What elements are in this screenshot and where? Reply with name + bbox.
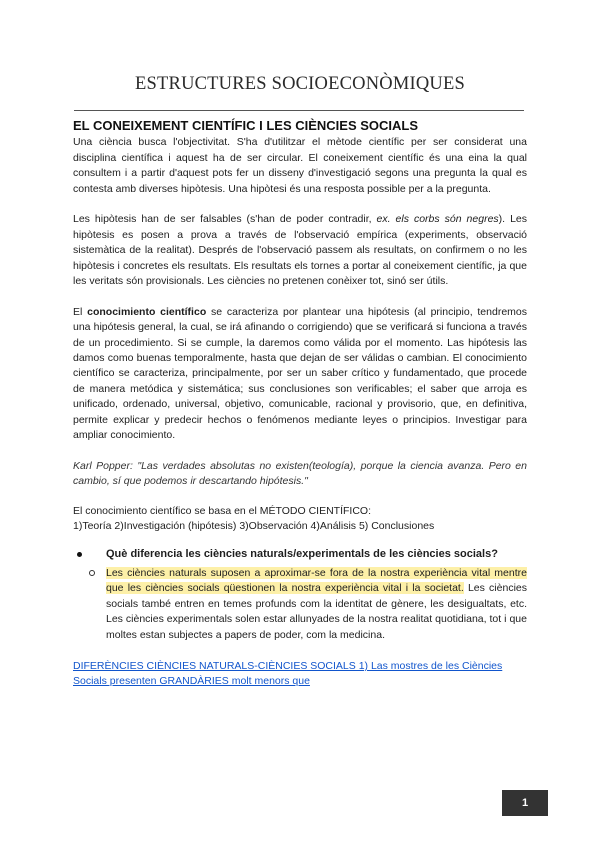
method-intro: El conocimiento científico se basa en el MÉTODO CIENTÍFICO: [73, 504, 371, 517]
bullet-dot-icon [77, 552, 82, 557]
para2-example: ex. els corbs són negres [376, 213, 499, 226]
bullet-question: Què diferencia les ciències naturals/experimentals de les ciències socials? [106, 547, 498, 560]
highlighted-text: Les ciències naturals suposen a aproximar-se fora de la nostra experiència vital mentre que les ciències socials qüestionen la nostra experiència vital i la societat. [106, 566, 527, 595]
para3-bold-term: conocimiento científico [87, 305, 207, 318]
section-heading: EL CONEIXEMENT CIENTÍFIC I LES CIÈNCIES SOCIALS [73, 118, 419, 133]
popper-quote: Karl Popper: "Las verdades absolutas no existen(teología), porque la ciencia avanza. Pero en cambio, sí que podemos ir descartando hipótesis." [73, 459, 527, 488]
differences-link[interactable]: DIFERÈNCIES CIÈNCIES NATURALS-CIÈNCIES SOCIALS 1) Las mostres de les Ciències Socials presenten GRANDÀRIES molt menors que [73, 659, 503, 688]
method-steps: 1)Teoría 2)Investigación (hipótesis) 3)Observación 4)Análisis 5) Conclusiones [73, 520, 435, 533]
question-list [73, 547, 527, 643]
para3-text-rest: se caracteriza por plantear una hipótesis (al principio, tendremos una hipótesis general, la cual, se irá afinando o corrigiendo) que se verificará si funciona a través de un procedimiento. Si se cumple, la daremos como válida por el momento. Las hipótesis las damos como buenas temporalmente, hasta que dejan de ser válidas o cambian. El conocimiento científico se caracteriza, principalmente, por ser un saber crítico y fundamentado, que procede de manera metódica y sistemática; sus conclusiones son verificables; el saber que arroja es unificado, ordenado, universal, objetivo, comunicable, racional y provisorio, que, en definitiva, permite explicar y predecir hechos o fenómenos mediante leyes o principios. Investigar para ampliar conocimiento. [73, 305, 527, 442]
document-title: ESTRUCTURES SOCIOECONÒMIQUES [135, 74, 465, 94]
paragraph-hypotheses [73, 212, 527, 289]
paragraph-scientific-knowledge [73, 305, 527, 444]
document-body [73, 118, 527, 690]
sub-item-text: Les ciències socials també entren en temes profunds com la identitat de gènere, les desigualtats, etc. Les ciències experimentals solen estar allunyades de la nostra realitat quotidiana, tot i que moltes estan subjectes a papers de poder, com la medicina. [106, 582, 527, 641]
paragraph-objectivity: Una ciència busca l'objectivitat. S'ha d'utilitzar el mètode científic per ser considerat una disciplina científica i aquest ha de ser circular. El coneixement científic és una eina la qual consultem i a partir d'aquest pots fer un disseny d'investigació segons una pregunta la qual es contesta amb diverses hipòtesis. Una hipòtesi és una resposta possible per a la pregunta. [73, 136, 527, 195]
circle-bullet-icon [89, 570, 95, 576]
page-number-badge: 1 [502, 790, 548, 816]
para2-text-end: ). Les hipòtesis es posen a prova a través de l'observació empírica (experiments, observació sistemàtica de la realitat). Després de l'observació passem als resultats, on confirmem o no les hipòtesis i concretes els resultats. Els resultats els tornes a portar al coneixement científic, ja que les veritats són provisionals. Les ciències no pretenen conèixer tot, sinó ser útils. [73, 213, 528, 288]
title-divider [74, 110, 524, 111]
para2-text-start: Les hipòtesis han de ser falsables (s'han de poder contradir, [73, 213, 377, 226]
list-item [73, 547, 527, 562]
sub-list-item [106, 566, 527, 643]
para3-text-start: El [73, 305, 88, 318]
